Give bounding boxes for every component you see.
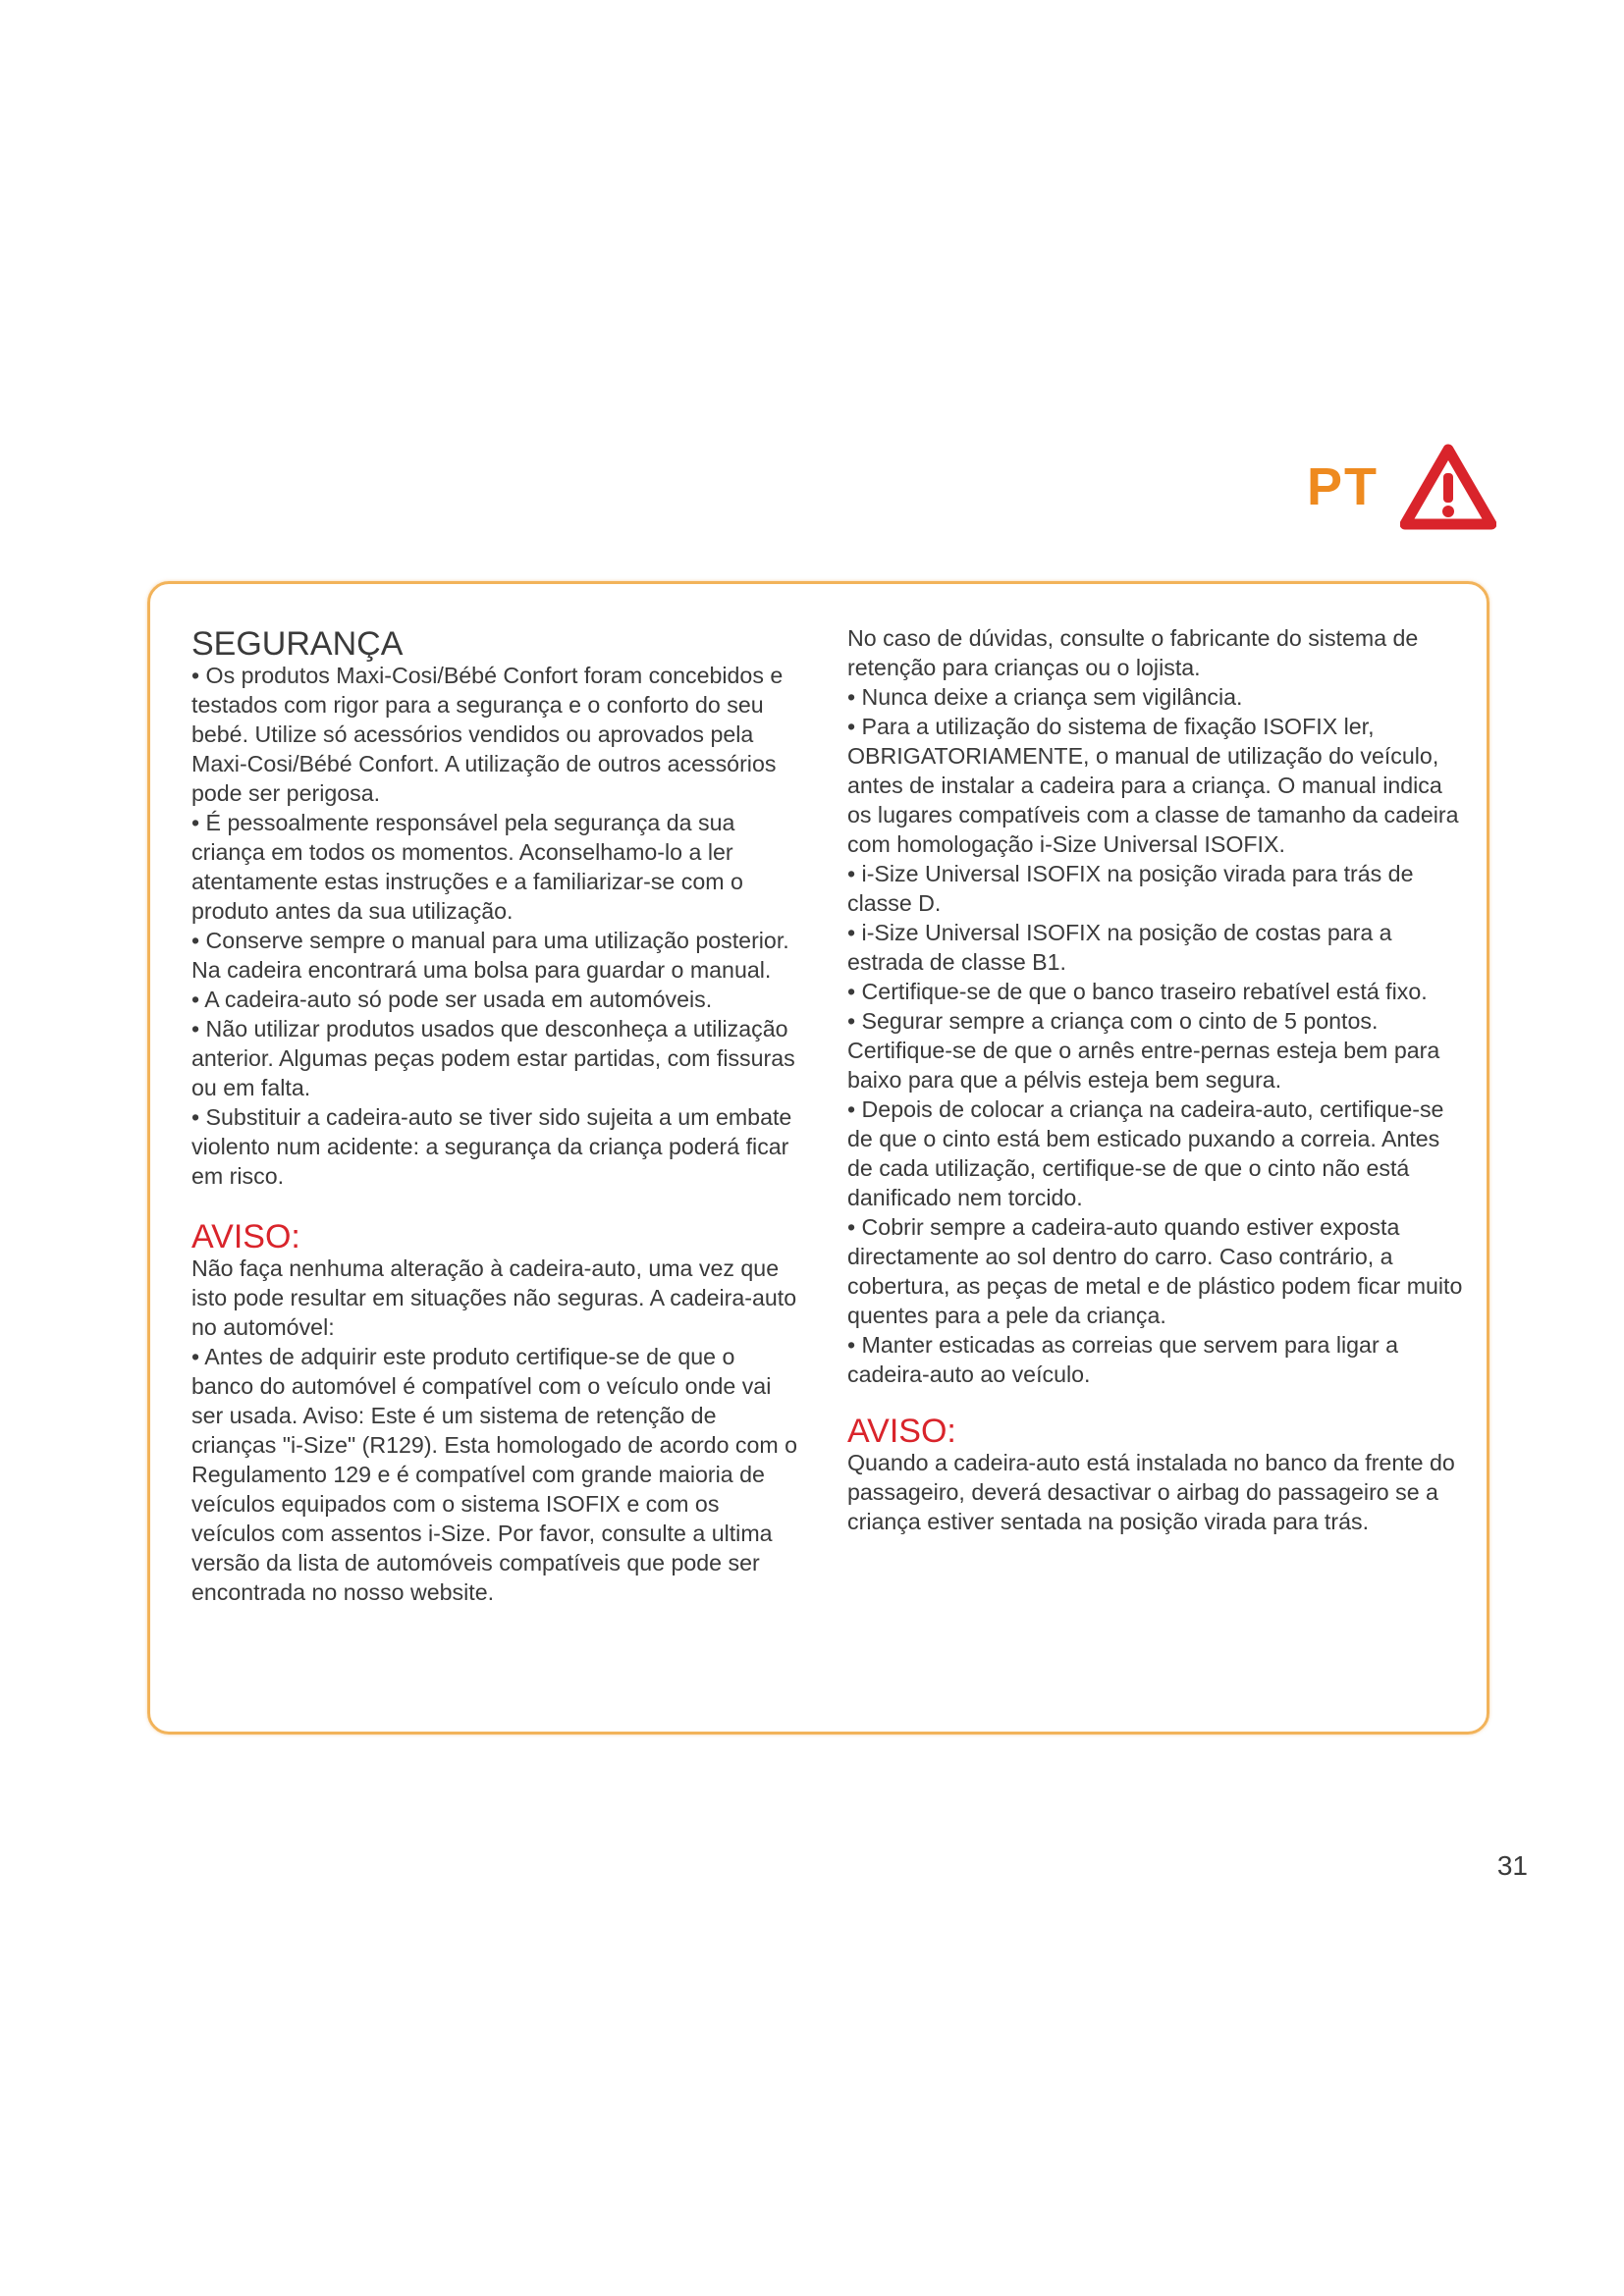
- warning-triangle-icon: [1400, 444, 1496, 530]
- safety-paragraph: • i-Size Universal ISOFIX na posição virada para trás de classe D.: [847, 861, 1414, 916]
- safety-paragraph: No caso de dúvidas, consulte o fabricante do sistema de retenção para crianças ou o lojista.: [847, 625, 1419, 680]
- warning-heading: AVISO:: [191, 1218, 300, 1255]
- page-number: 31: [1496, 1850, 1528, 1881]
- safety-paragraph: • Segurar sempre a criança com o cinto de 5 pontos. Certifique-se de que o arnês entre-pernas esteja bem para baixo para que a pélvis esteja bem segura.: [847, 1008, 1440, 1093]
- language-code: PT: [1306, 457, 1379, 516]
- safety-paragraph: • Manter esticadas as correias que servem para ligar a cadeira-auto ao veículo.: [847, 1332, 1399, 1387]
- left-column: [191, 627, 802, 1607]
- safety-paragraph: • i-Size Universal ISOFIX na posição de costas para a estrada de classe B1.: [847, 920, 1392, 975]
- safety-paragraph: • Os produtos Maxi-Cosi/Bébé Confort foram concebidos e testados com rigor para a segurança e o conforto do seu bebé. Utilize só acessórios vendidos ou aprovados pela Maxi-Cosi/Bébé Confort. A utilização de outros acessórios pode ser perigosa.: [191, 663, 784, 806]
- safety-heading: SEGURANÇA: [191, 625, 404, 663]
- safety-paragraph: • Conserve sempre o manual para uma utilização posterior. Na cadeira encontrará uma bolsa para guardar o manual.: [191, 928, 789, 983]
- safety-paragraph: • Nunca deixe a criança sem vigilância.: [847, 684, 1243, 710]
- language-header: [1307, 444, 1496, 530]
- safety-paragraph: • Cobrir sempre a cadeira-auto quando estiver exposta directamente ao sol dentro do carro. Caso contrário, a cobertura, as peças de metal e de plástico podem ficar muito quentes para a pele da criança.: [847, 1214, 1463, 1328]
- safety-paragraph: • Para a utilização do sistema de fixação ISOFIX ler, OBRIGATORIAMENTE, o manual de utilização do veículo, antes de instalar a cadeira para a criança. O manual indica os lugares compatíveis com a classe de tamanho da cadeira com homologação i-Size Universal ISOFIX.: [847, 714, 1459, 857]
- safety-content-box: [147, 581, 1489, 1735]
- safety-paragraph: • Depois de colocar a criança na cadeira-auto, certifique-se de que o cinto está bem esticado puxando a correia. Antes de cada utilização, certifique-se de que o cinto não está danificado nem torcido.: [847, 1096, 1444, 1210]
- safety-paragraph: • A cadeira-auto só pode ser usada em automóveis.: [191, 987, 713, 1012]
- warning-heading: AVISO:: [847, 1413, 956, 1450]
- right-column: [847, 623, 1464, 1536]
- warning-paragraph: • Antes de adquirir este produto certifique-se de que o banco do automóvel é compatível com o veículo onde vai ser usada. Aviso: Este é um sistema de retenção de crianças "i-Size" (R129). Esta homologado de acordo com o Regulamento 129 e é compatível com grande maioria de veículos equipados com o sistema ISOFIX e com os veículos com assentos i-Size. Por favor, consulte a ultima versão da lista de automóveis compatíveis que pode ser encontrada no nosso website.: [191, 1344, 798, 1605]
- safety-paragraph: • É pessoalmente responsável pela segurança da sua criança em todos os momentos. Aconselhamo-lo a ler atentamente estas instruções e a familiarizar-se com o produto antes da sua utilização.: [191, 810, 743, 924]
- warning-paragraph: Quando a cadeira-auto está instalada no banco da frente do passageiro, deverá desactivar o airbag do passageiro se a criança estiver sentada na posição virada para trás.: [847, 1450, 1455, 1534]
- safety-paragraph: • Certifique-se de que o banco traseiro rebatível está fixo.: [847, 979, 1428, 1004]
- safety-paragraph: • Substituir a cadeira-auto se tiver sido sujeita a um embate violento num acidente: a segurança da criança poderá ficar em risco.: [191, 1104, 792, 1189]
- safety-paragraph: • Não utilizar produtos usados que desconheça a utilização anterior. Algumas peças podem estar partidas, com fissuras ou em falta.: [191, 1016, 795, 1100]
- warning-paragraph: Não faça nenhuma alteração à cadeira-auto, uma vez que isto pode resultar em situações não seguras. A cadeira-auto no automóvel:: [191, 1255, 797, 1340]
